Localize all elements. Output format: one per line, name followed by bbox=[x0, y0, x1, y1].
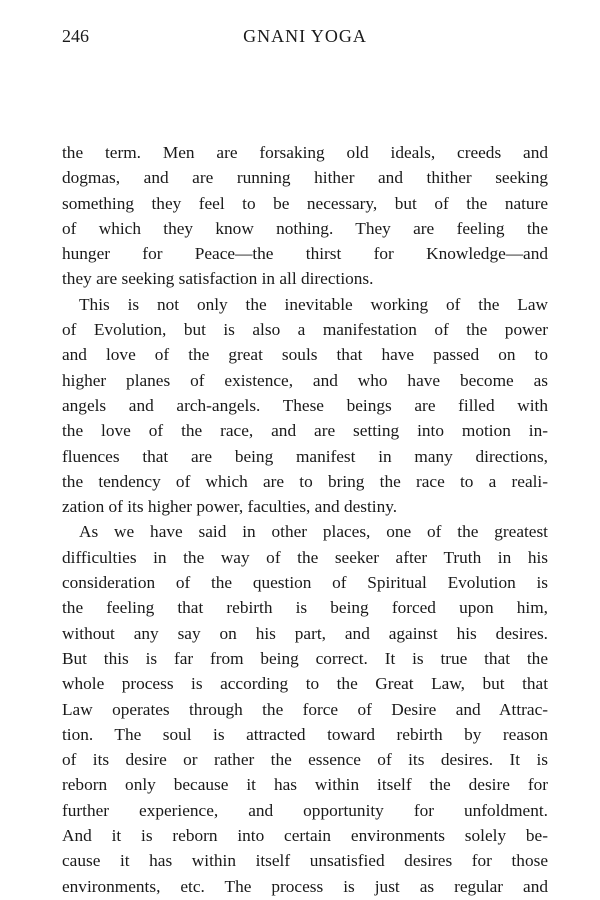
text-line: This is not only the inevitable working of the Law bbox=[79, 294, 548, 314]
running-title: GNANI YOGA bbox=[243, 26, 367, 46]
text-line: of Evolution, but is also a manifestation of the power bbox=[62, 320, 548, 340]
text-line: further experience, and opportunity for unfoldment. bbox=[62, 800, 548, 820]
running-header bbox=[62, 26, 548, 50]
text-line: dogmas, and are running hither and thither seeking bbox=[62, 168, 548, 188]
page-body-text bbox=[62, 140, 548, 899]
text-line: they are seeking satisfaction in all directions. bbox=[62, 269, 374, 289]
text-line: the love of the race, and are setting into motion in- bbox=[62, 421, 548, 441]
text-line: And it is reborn into certain environments solely be- bbox=[62, 826, 548, 846]
text-line: consideration of the question of Spiritual Evolution is bbox=[62, 573, 548, 593]
text-line: the term. Men are forsaking old ideals, creeds and bbox=[62, 143, 548, 162]
text-line: whole process is according to the Great Law, but that bbox=[62, 674, 548, 694]
text-line: of which they know nothing. They are feeling the bbox=[62, 218, 548, 238]
text-line: without any say on his part, and against his desires. bbox=[62, 623, 548, 643]
text-line: environments, etc. The process is just as regular and bbox=[62, 876, 548, 896]
text-line: As we have said in other places, one of the greatest bbox=[79, 522, 548, 542]
text-line: Law operates through the force of Desire and Attrac- bbox=[62, 699, 548, 719]
text-line: cause it has within itself unsatisfied desires for those bbox=[62, 851, 548, 871]
text-line: tion. The soul is attracted toward rebirth by reason bbox=[62, 724, 548, 744]
text-line: reborn only because it has within itself the desire for bbox=[62, 775, 548, 795]
text-line: the feeling that rebirth is being forced upon him, bbox=[62, 598, 548, 618]
text-line: zation of its higher power, faculties, and destiny. bbox=[62, 497, 398, 517]
text-line: something they feel to be necessary, but of the nature bbox=[62, 193, 548, 213]
text-line: angels and arch-angels. These beings are filled with bbox=[62, 395, 548, 415]
text-line: the tendency of which are to bring the race to a reali- bbox=[62, 471, 548, 491]
text-line: hunger for Peace—the thirst for Knowledge—and bbox=[62, 244, 548, 264]
text-line: fluences that are being manifest in many directions, bbox=[62, 446, 548, 466]
text-line: But this is far from being correct. It is true that the bbox=[62, 648, 548, 668]
text-line: difficulties in the way of the seeker after Truth in his bbox=[62, 547, 548, 567]
text-line: and love of the great souls that have passed on to bbox=[62, 345, 548, 365]
text-line: higher planes of existence, and who have become as bbox=[62, 370, 548, 390]
text-line: of its desire or rather the essence of its desires. It is bbox=[62, 750, 548, 770]
page-number: 246 bbox=[62, 26, 89, 46]
